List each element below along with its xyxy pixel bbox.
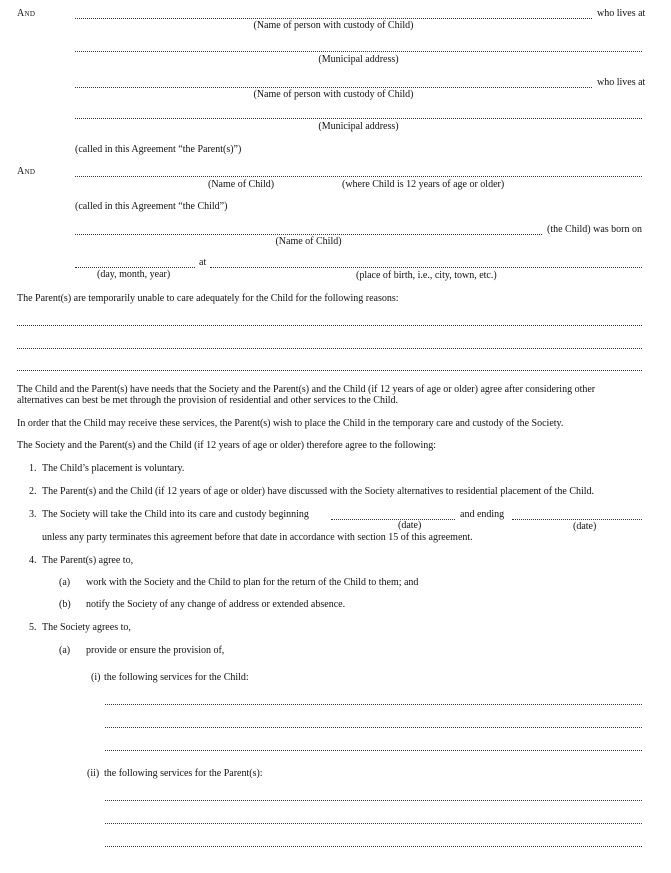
birth-date-caption: (day, month, year): [97, 269, 171, 280]
item-4a-text: work with the Society and the Child to plan for the return of the Child to them; and: [86, 577, 419, 588]
item-4-number: 4.: [29, 555, 37, 566]
item-3-number: 3.: [29, 509, 37, 520]
municipal-address-field-1[interactable]: [75, 51, 642, 52]
end-date-caption: (date): [573, 521, 597, 532]
birth-place-caption: (place of birth, i.e., city, town, etc.): [356, 270, 497, 281]
item-4a-label: (a): [59, 577, 71, 588]
item-5ii-text: the following services for the Parent(s):: [104, 768, 263, 779]
reason-line-3[interactable]: [17, 370, 642, 371]
custody-caption-2: (Name of person with custody of Child): [253, 89, 414, 100]
item-2-number: 2.: [29, 486, 37, 497]
and-label-2: And: [17, 166, 36, 177]
birth-date-field[interactable]: [75, 267, 195, 268]
needs-para-line-2: alternatives can best be met through the provision of residential and other services to the Child.: [17, 395, 399, 406]
child-age-caption: (where Child is 12 years of age or older): [342, 179, 505, 190]
needs-para-line-1: The Child and the Parent(s) have needs that the Society and the Parent(s) and the Child (if 12 years of age or older) agree after considering other: [17, 384, 596, 395]
custody-caption-1: (Name of person with custody of Child): [253, 20, 414, 31]
custody-name-field-2[interactable]: [75, 87, 592, 88]
item-5ii-label: (ii): [87, 768, 100, 779]
address-caption-1: (Municipal address): [318, 54, 399, 65]
and-label-1: And: [17, 8, 36, 19]
item-1-number: 1.: [29, 463, 37, 474]
reasons-intro: The Parent(s) are temporarily unable to care adequately for the Child for the following reasons:: [17, 293, 399, 304]
item-4-text: The Parent(s) agree to,: [42, 555, 134, 566]
child-name-field-2[interactable]: [75, 234, 542, 235]
item-3-text-c: unless any party terminates this agreement before that date in accordance with section 15 of this agreement.: [42, 532, 473, 543]
child-name-caption-2: (Name of Child): [275, 236, 342, 247]
item-4b-text: notify the Society of any change of address or extended absence.: [86, 599, 346, 610]
item-5i-label: (i): [91, 672, 101, 683]
item-5a-text: provide or ensure the provision of,: [86, 645, 225, 656]
at-word: at: [199, 257, 207, 268]
item-3-text-b: and ending: [460, 509, 505, 520]
item-1-text: The Child’s placement is voluntary.: [42, 463, 185, 474]
who-lives-at-2: who lives at: [597, 77, 646, 88]
called-parent-text: (called in this Agreement “the Parent(s)”): [75, 144, 242, 155]
end-date-field[interactable]: [512, 519, 642, 520]
custody-name-field-1[interactable]: [75, 18, 592, 19]
born-on-text: (the Child) was born on: [547, 224, 642, 235]
child-name-field[interactable]: [75, 176, 642, 177]
start-date-caption: (date): [398, 520, 422, 531]
item-3-text-a: The Society will take the Child into its care and custody beginning: [42, 509, 309, 520]
item-5i-text: the following services for the Child:: [104, 672, 249, 683]
called-child-text: (called in this Agreement “the Child”): [75, 201, 228, 212]
agree-para: The Society and the Parent(s) and the Child (if 12 years of age or older) therefore agree to the following:: [17, 440, 437, 451]
child-services-line-2[interactable]: [105, 727, 642, 728]
item-5a-label: (a): [59, 645, 71, 656]
child-services-line-1[interactable]: [105, 704, 642, 705]
item-4b-label: (b): [59, 599, 71, 610]
parent-services-line-1[interactable]: [105, 800, 642, 801]
reason-line-2[interactable]: [17, 348, 642, 349]
who-lives-at-1: who lives at: [597, 8, 646, 19]
parent-services-line-2[interactable]: [105, 823, 642, 824]
item-2-text: The Parent(s) and the Child (if 12 years of age or older) have discussed with the Society alternatives to residential placement of the Child.: [42, 486, 595, 497]
item-5-number: 5.: [29, 622, 37, 633]
address-caption-2: (Municipal address): [318, 121, 399, 132]
parent-services-line-3[interactable]: [105, 846, 642, 847]
municipal-address-field-2[interactable]: [75, 118, 642, 119]
child-services-line-3[interactable]: [105, 750, 642, 751]
reason-line-1[interactable]: [17, 325, 642, 326]
birth-place-field[interactable]: [210, 267, 642, 268]
child-name-caption: (Name of Child): [208, 179, 275, 190]
start-date-field[interactable]: [331, 519, 455, 520]
item-5-text: The Society agrees to,: [42, 622, 131, 633]
order-para: In order that the Child may receive these services, the Parent(s) wish to place the Child in the temporary care and custody of the Society.: [17, 418, 564, 429]
